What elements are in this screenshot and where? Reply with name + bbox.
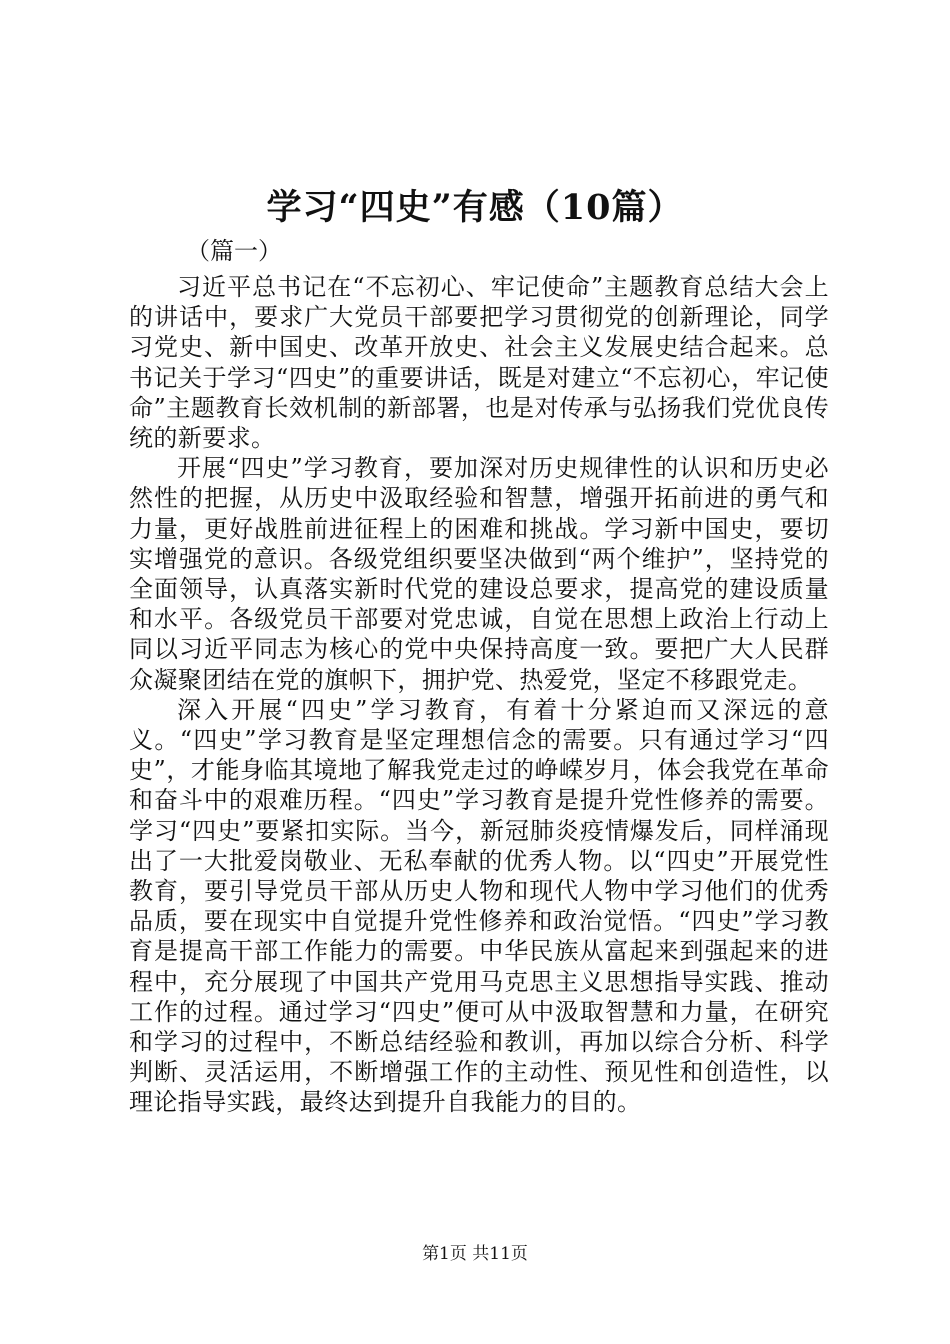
section-label: （篇一） [186,237,282,265]
paragraph-2: 开展“四史”学习教育，要加深对历史规律性的认识和历史必然性的把握，从历史中汲取经验和智慧，增强开拓前进的勇气和力量，更好战胜前进征程上的困难和挑战。学习新中国史，要切实增强党的意识。各级党组织要坚决做到“两个维护”，坚持党的全面领导，认真落实新时代党的建设总要求，提高党的建设质量和水平。各级党员干部要对党忠诚，自觉在思想上政治上行动上同以习近平同志为核心的党中央保持高度一致。要把广大人民群众凝聚团结在党的旗帜下，拥护党、热爱党，坚定不移跟党走。 [129,454,829,694]
document-title: 学习“四史”有感（10篇） [266,187,684,228]
paragraph-1: 习近平总书记在“不忘初心、牢记使命”主题教育总结大会上的讲话中，要求广大党员干部要把学习贯彻党的创新理论，同学习党史、新中国史、改革开放史、社会主义发展史结合起来。总书记关于学习“四史”的重要讲话，既是对建立“不忘初心，牢记使命”主题教育长效机制的新部署，也是对传承与弘扬我们党优良传统的新要求。 [129,273,829,453]
document-body [129,272,829,1118]
paragraph-3: 深入开展“四史”学习教育，有着十分紧迫而又深远的意义。“四史”学习教育是坚定理想信念的需要。只有通过学习“四史”，才能身临其境地了解我党走过的峥嵘岁月，体会我党在革命和奋斗中的艰难历程。“四史”学习教育是提升党性修养的需要。学习“四史”要紧扣实际。当今，新冠肺炎疫情爆发后，同样涌现出了一大批爱岗敬业、无私奉献的优秀人物。以“四史”开展党性教育，要引导党员干部从历史人物和现代人物中学习他们的优秀品质，要在现实中自觉提升党性修养和政治觉悟。“四史”学习教育是提高干部工作能力的需要。中华民族从富起来到强起来的进程中，充分展现了中国共产党用马克思主义思想指导实践、推动工作的过程。通过学习“四史”便可从中汲取智慧和力量，在研究和学习的过程中，不断总结经验和教训，再加以综合分析、科学判断、灵活运用，不断增强工作的主动性、预见性和创造性，以理论指导实践，最终达到提升自我能力的目的。 [129,695,829,1117]
page-footer: 第1页 共11页 [422,1244,528,1264]
